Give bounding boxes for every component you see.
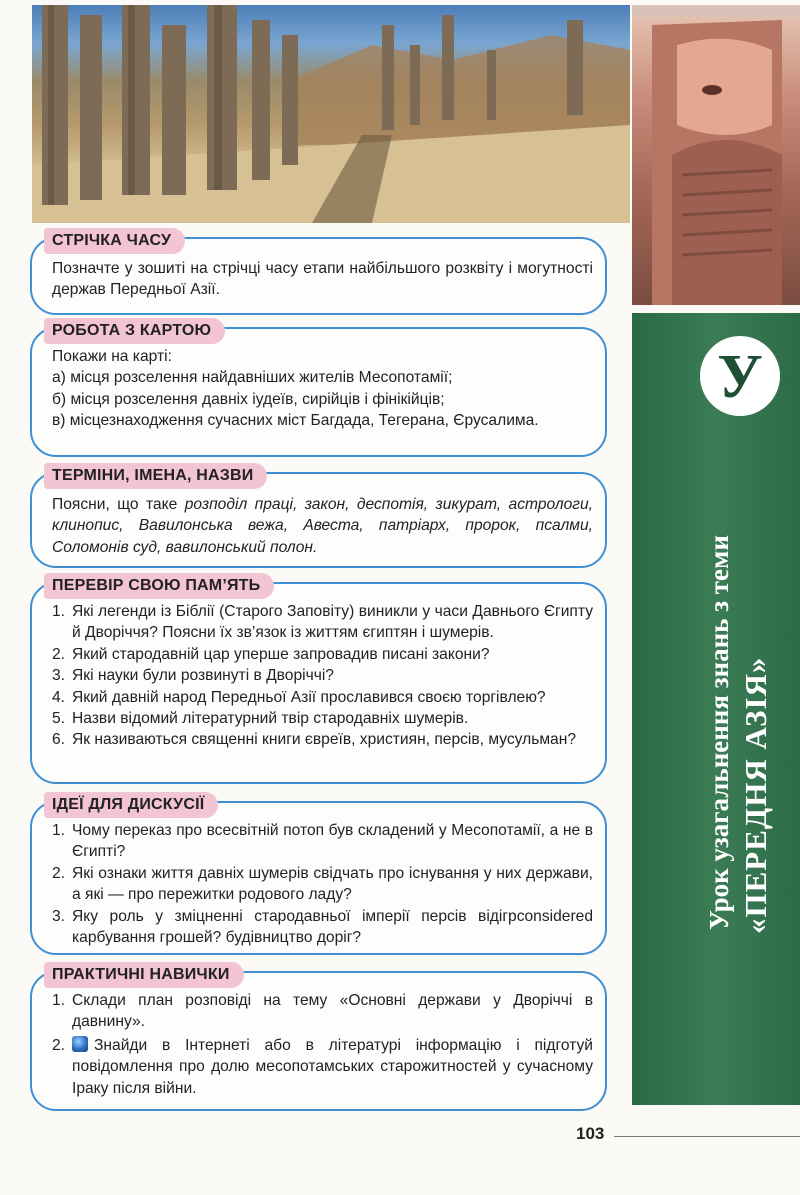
- section-terms-tab: [44, 463, 267, 489]
- list-item: [52, 820, 593, 863]
- section-timeline: [30, 228, 613, 316]
- list-item-number: 6.: [52, 731, 66, 749]
- terms-list: розподіл праці, закон, деспотія, зикурат, астрологи, клинопис, Вавилонська вежа, Авеста, патріарх, пророк, псалми, Соломонів суд, вавилонський полон.: [52, 496, 593, 556]
- lesson-title-line1: Урок узагальнення знань з теми: [704, 535, 734, 930]
- lesson-letter: У: [717, 343, 763, 411]
- list-item-text-wrap: [72, 1035, 593, 1099]
- map-intro: Покажи на карті:: [52, 348, 172, 365]
- statue-illustration: [632, 5, 800, 305]
- section-skills-title: ПРАКТИЧНІ НАВИЧКИ: [52, 966, 230, 983]
- list-item-text: Яку роль у зміцненні стародавньої імперії персів відігрconsidered карбування грошей? будівництво доріг?: [72, 907, 593, 947]
- page-number: 103: [576, 1124, 605, 1143]
- section-timeline-tab: [44, 228, 185, 254]
- list-item: [52, 990, 593, 1033]
- list-item: [52, 1035, 593, 1099]
- list-item-number: 2.: [52, 1036, 66, 1054]
- list-item-text: Які ознаки життя давніх шумерів свідчать про існування у них держави, а які — про пережитки родового ладу?: [72, 864, 593, 904]
- list-item-text: Назви відомий літературний твір стародавніх шумерів.: [72, 710, 469, 728]
- list-item: [52, 601, 593, 644]
- section-map-content: [52, 346, 593, 432]
- section-timeline-title: СТРІЧКА ЧАСУ: [52, 232, 172, 249]
- section-map-tab: [44, 318, 225, 344]
- section-memory-tab: [44, 573, 274, 599]
- list-item-text: Як називаються священні книги євреїв, християн, персів, мусульман?: [72, 731, 577, 749]
- list-item: [52, 863, 593, 906]
- section-memory-list: [52, 601, 593, 751]
- list-item-text: Який давній народ Передньої Азії прославився своєю торгівлею?: [72, 688, 546, 706]
- section-skills-tab: [44, 962, 244, 988]
- section-ideas-title: ІДЕЇ ДЛЯ ДИСКУСІЇ: [52, 796, 205, 813]
- list-item-text: Чому переказ про всесвітній потоп був складений у Месопотамії, а не в Єгипті?: [72, 822, 593, 861]
- section-map-title: РОБОТА З КАРТОЮ: [52, 322, 212, 339]
- page-footer-rule: [614, 1136, 800, 1137]
- list-item-number: 2.: [52, 645, 66, 663]
- list-item-number: 3.: [52, 907, 66, 925]
- list-item: [52, 687, 593, 708]
- map-item-b: б) місця розселення давніх іудеїв, сирійців і фінікійців;: [52, 390, 445, 408]
- list-item: [52, 729, 593, 750]
- lamassu-statue-photo: [632, 5, 800, 305]
- list-item: [52, 906, 593, 949]
- map-item-c: в) місцезнаходження сучасних міст Багдада, Тегерана, Єрусалима.: [52, 412, 539, 430]
- section-map: [30, 318, 613, 458]
- section-terms-title: ТЕРМІНИ, ІМЕНА, НАЗВИ: [52, 467, 254, 484]
- map-item-a: а) місця розселення найдавніших жителів Месопотамії;: [52, 369, 453, 387]
- list-item: [52, 708, 593, 729]
- internet-globe-icon: [72, 1036, 88, 1052]
- ruins-illustration: [32, 5, 630, 223]
- section-timeline-text: Позначте у зошиті на стрічці часу етапи найбільшого розквіту і могутності держав Передньої Азії.: [52, 260, 593, 299]
- section-memory-title: ПЕРЕВІР СВОЮ ПАМ’ЯТЬ: [52, 577, 261, 594]
- lesson-letter-badge: [700, 336, 780, 416]
- list-item-number: 4.: [52, 688, 66, 706]
- section-terms: [30, 463, 613, 569]
- section-ideas: [30, 792, 613, 956]
- list-item: [52, 665, 593, 686]
- list-item-text: Які науки були розвинуті в Дворіччі?: [72, 667, 334, 685]
- list-item-text: Які легенди із Біблії (Старого Заповіту) виникли у часи Давнього Єгипту й Дворіччя? Поясни їх зв’язок із життям єгиптян і шумерів.: [72, 603, 593, 642]
- lesson-title-line2: «ПЕРЕДНЯ АЗІЯ»: [738, 656, 773, 934]
- section-ideas-list: [52, 820, 593, 948]
- list-item-text: Склади план розповіді на тему «Основні держави у Дворіччі в давнину».: [72, 992, 593, 1031]
- list-item-number: 1.: [52, 603, 66, 620]
- list-item-text: Який стародавній цар уперше запровадив писані закони?: [72, 645, 490, 663]
- list-item: [52, 644, 593, 665]
- list-item-text: Знайди в Інтернеті або в літературі інформацію і підготуй повідомлення про долю месопотамських старожитностей у сучасному Іраку після війни.: [72, 1036, 593, 1097]
- section-skills-list: [52, 990, 593, 1099]
- list-item-number: 5.: [52, 710, 66, 728]
- section-ideas-tab: [44, 792, 218, 818]
- list-item-number: 3.: [52, 667, 66, 685]
- list-item-number: 1.: [52, 992, 66, 1009]
- list-item-number: 1.: [52, 822, 66, 839]
- list-item-number: 2.: [52, 864, 66, 882]
- section-skills: [30, 962, 613, 1112]
- ruins-photo: [32, 5, 630, 223]
- section-memory: [30, 573, 613, 785]
- terms-lead: Поясни, що таке: [52, 496, 185, 513]
- section-terms-content: [52, 494, 593, 558]
